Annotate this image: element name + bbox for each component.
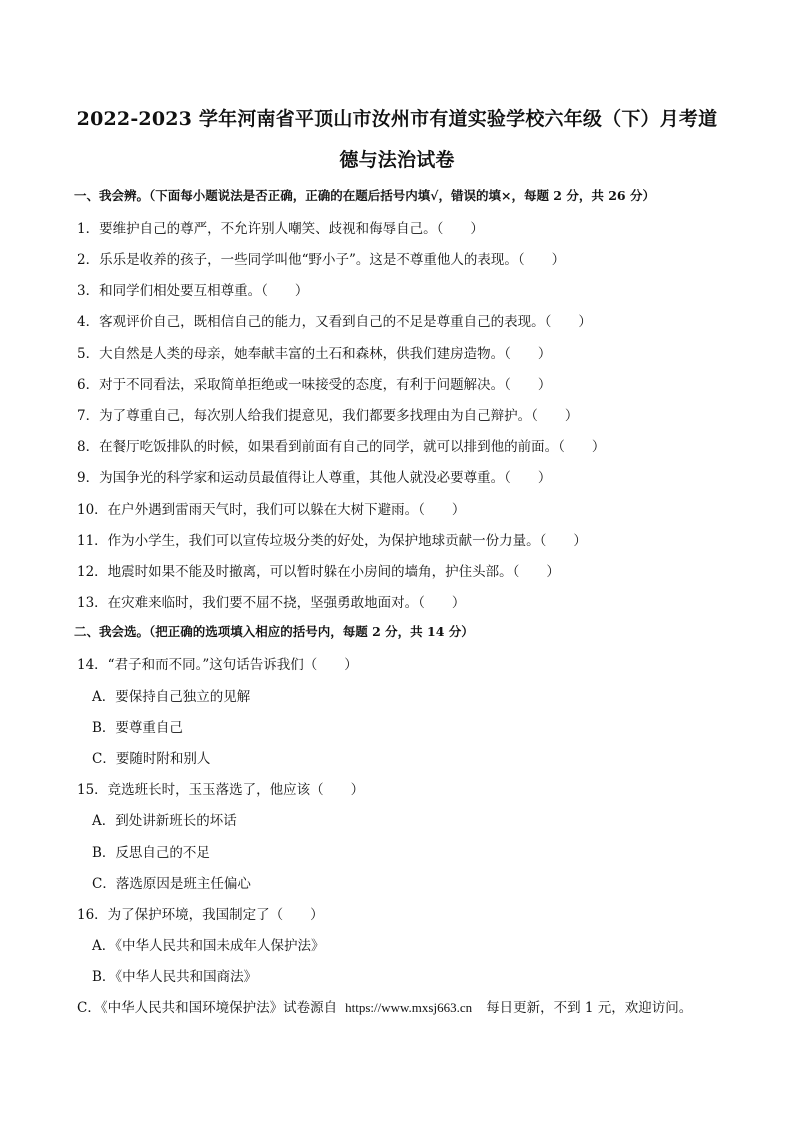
question-7: 7．为了尊重自己，每次别人给我们提意见，我们都要多找理由为自己辩护。（ ） — [77, 408, 579, 424]
question-10: 10．在户外遇到雷雨天气时，我们可以躲在大树下避雨。（ ） — [77, 502, 466, 518]
section-1-heading: 一、我会辨。（下面每小题说法是否正确，正确的在题后括号内填√，错误的填×，每题 2 分，共 26 分） — [74, 188, 655, 203]
question-2: 2．乐乐是收养的孩子，一些同学叫他“野小子”。这是不尊重他人的表现。（ ） — [77, 252, 566, 268]
question-9: 9．为国争光的科学家和运动员最值得让人尊重，其他人就没必要尊重。（ ） — [77, 470, 552, 486]
question-14-option-c: C．要随时附和别人 — [92, 751, 211, 767]
question-13: 13．在灾难来临时，我们要不屈不挠，坚强勇敢地面对。（ ） — [77, 595, 466, 611]
exam-title-line-1: 2022-2023 学年河南省平顶山市汝州市有道实验学校六年级（下）月考道 — [76, 108, 718, 130]
promo-text: 每日更新，不到 1 元，欢迎访问。 — [486, 1000, 693, 1016]
question-5: 5．大自然是人类的母亲，她奉献丰富的土石和森林，供我们建房造物。（ ） — [77, 346, 552, 362]
question-16-option-c: C．《中华人民共和国环境保护法》试卷源自 — [77, 1000, 338, 1016]
question-11: 11．作为小学生，我们可以宣传垃圾分类的好处，为保护地球贡献一份力量。（ ） — [77, 533, 587, 549]
question-4: 4．客观评价自己，既相信自己的能力，又看到自己的不足是尊重自己的表现。（ ） — [77, 314, 592, 330]
question-16-option-c-line — [77, 996, 692, 1016]
question-12: 12．地震时如果不能及时撤离，可以暂时躲在小房间的墙角，护住头部。（ ） — [77, 564, 560, 580]
question-3: 3．和同学们相处要互相尊重。（ ） — [77, 283, 309, 299]
question-14-option-b: B．要尊重自己 — [92, 720, 183, 736]
question-6: 6．对于不同看法，采取简单拒绝或一味接受的态度，有利于问题解决。（ ） — [77, 377, 552, 393]
question-15-option-c: C．落选原因是班主任偏心 — [92, 876, 251, 892]
question-15-option-b: B．反思自己的不足 — [92, 845, 210, 861]
source-link[interactable]: https://www.mxsj663.cn — [345, 1000, 473, 1015]
question-15: 15．竞选班长时，玉玉落选了，他应该（ ） — [77, 782, 365, 798]
question-16-option-b: B．《中华人民共和国商法》 — [92, 969, 258, 985]
question-16-option-a: A．《中华人民共和国未成年人保护法》 — [92, 938, 325, 954]
question-16: 16．为了保护环境，我国制定了（ ） — [77, 907, 324, 923]
section-2-heading: 二、我会选。（把正确的选项填入相应的括号内，每题 2 分，共 14 分） — [74, 624, 474, 639]
question-8: 8．在餐厅吃饭排队的时候，如果看到前面有自己的同学，就可以排到他的前面。（ ） — [77, 439, 606, 455]
exam-title-line-2: 德与法治试卷 — [339, 149, 455, 171]
question-14: 14．“君子和而不同。”这句话告诉我们（ ） — [77, 657, 358, 673]
question-15-option-a: A．到处讲新班长的坏话 — [92, 813, 237, 829]
question-1: 1．要维护自己的尊严，不允许别人嘲笑、歧视和侮辱自己。（ ） — [77, 221, 484, 237]
question-14-option-a: A．要保持自己独立的见解 — [92, 689, 251, 705]
